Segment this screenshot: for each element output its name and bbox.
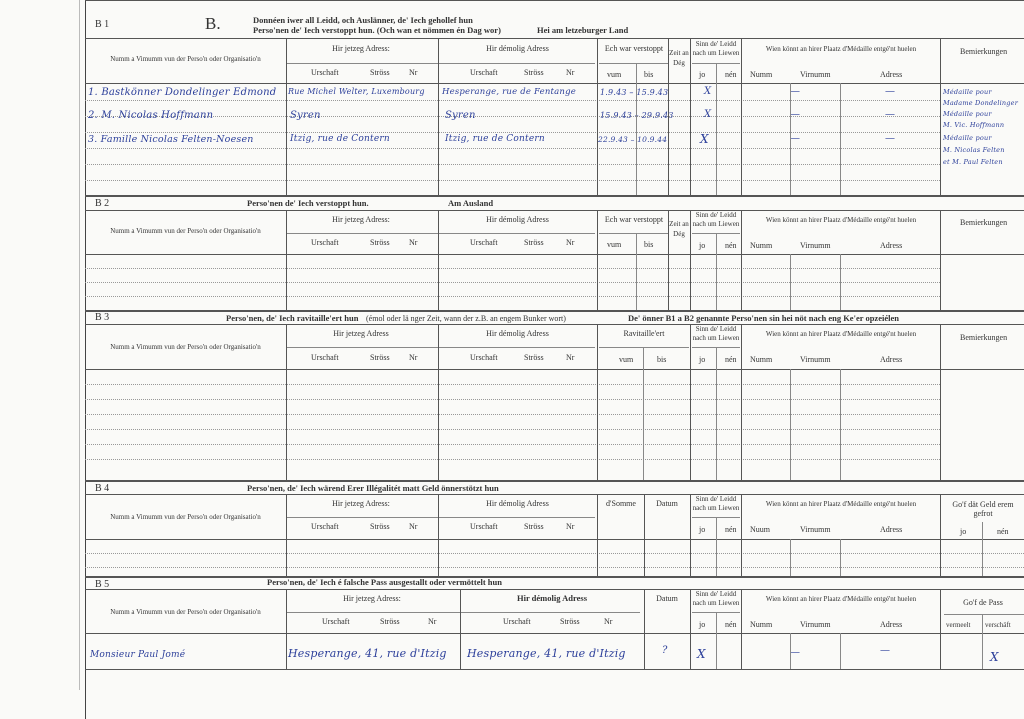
b1-title-line1: Donnéen iwer all Leidd, och Auslänner, de' Iech gehollef hun bbox=[253, 15, 473, 25]
b4-sub-stross: Ströss bbox=[370, 522, 390, 531]
b3-title-mid: (émol oder lä nger Zeit, wann der z.B. an engem Bunker wort) bbox=[366, 314, 566, 323]
b2-col-sense: Sinn de' Leidd nach um Liewen bbox=[692, 211, 740, 228]
b2-code: B 2 bbox=[95, 198, 110, 209]
b4-sub-nr: Nr bbox=[409, 522, 418, 531]
b2-sub-stross-2: Ströss bbox=[524, 238, 544, 247]
b5-row-former: Hesperange, 41, rue d'Itzig bbox=[467, 647, 626, 660]
b5-sub-stross-2: Ströss bbox=[560, 617, 580, 626]
b1-row1-former: Hesperange, rue de Fentange bbox=[442, 87, 576, 97]
b5-sub-urschaft: Urschaft bbox=[322, 617, 350, 626]
b1-row1-name: 1. Bastkönner Dondelinger Edmond bbox=[88, 87, 277, 98]
b4-sub-jo-2: jo bbox=[960, 527, 967, 536]
b1-sub-stross: Ströss bbox=[370, 68, 390, 77]
b2-sub-urschaft: Urschaft bbox=[311, 238, 339, 247]
b1-letter: B. bbox=[205, 14, 221, 33]
b2-col-current: Hir jetzeg Adress: bbox=[332, 215, 390, 224]
b3-sub-stross-2: Ströss bbox=[524, 353, 544, 362]
b1-row2-current: Syren bbox=[290, 110, 321, 121]
b5-sub-nr-2: Nr bbox=[604, 617, 613, 626]
b1-row2-yes: X bbox=[704, 109, 712, 120]
b3-sub-numm: Numm bbox=[750, 355, 773, 364]
b1-row2-dates: 15.9.43 – 29.9.43 bbox=[600, 111, 674, 120]
b1-remark-6: M. Nicolas Felten bbox=[943, 146, 1005, 154]
b3-col-former: Hir démolig Adress bbox=[486, 329, 549, 338]
margin-line bbox=[79, 0, 80, 690]
b1-row3-former: Itzig, rue de Contern bbox=[445, 134, 545, 144]
b2-col-time: Zeit an Dég bbox=[669, 220, 689, 238]
b5-sub-vimumm: Virnumm bbox=[800, 620, 831, 629]
b1-row2-former: Syren bbox=[445, 110, 476, 121]
b1-col-name: Numm a Vimumm vun der Perso'n oder Organisatio'n bbox=[110, 55, 261, 63]
b2-sub-jo: jo bbox=[699, 241, 706, 250]
b4-sub-nuum: Nuum bbox=[750, 525, 770, 534]
b1-sub-adress: Adress bbox=[880, 70, 903, 79]
b2-sub-numm: Numm bbox=[750, 241, 773, 250]
b2-col-name: Numm a Vimumm vun der Perso'n oder Organisatio'n bbox=[110, 227, 261, 235]
b5-row-medal-a: — bbox=[790, 647, 801, 658]
b2-sub-nr: Nr bbox=[409, 238, 418, 247]
b4-col-sum: d'Somme bbox=[606, 499, 636, 508]
b5-row-yes: X bbox=[697, 647, 706, 661]
b3-col-sense: Sinn de' Leidd nach um Liewen bbox=[692, 325, 740, 342]
b5-sub-vermeelt: vermeelt bbox=[946, 621, 971, 629]
b2-sub-urschaft-2: Urschaft bbox=[470, 238, 498, 247]
b4-sub-urschaft: Urschaft bbox=[311, 522, 339, 531]
b4-sub-nen: nén bbox=[725, 525, 737, 534]
b4-sub-adress: Adress bbox=[880, 525, 903, 534]
top-border bbox=[85, 0, 1024, 1]
b1-col-sense: Sinn de' Leidd nach um Liewen bbox=[692, 40, 740, 57]
b3-col-name: Numm a Vimumm vun der Perso'n oder Organisatio'n bbox=[110, 343, 261, 351]
b2-col-medal: Wien könnt an hirer Plaatz d'Médaille entgé'nt huelen bbox=[765, 216, 917, 224]
b1-row2-name: 2. M. Nicolas Hoffmann bbox=[88, 110, 214, 121]
b5-col-date: Datum bbox=[656, 594, 678, 603]
b1-row2-medal-b: — bbox=[885, 109, 896, 120]
b3-col-current: Hir jetzeg Adress bbox=[333, 329, 389, 338]
b2-sub-nr-2: Nr bbox=[566, 238, 575, 247]
b4-col-medal: Wien könnt an hirer Plaatz d'Médaille entgé'nt huelen bbox=[765, 500, 917, 508]
left-border bbox=[85, 0, 86, 719]
b5-row-current: Hesperange, 41, rue d'Itzig bbox=[288, 647, 447, 660]
b4-col-sense: Sinn de' Leidd nach um Liewen bbox=[692, 495, 740, 512]
b5-col-name: Numm a Vimumm vun der Perso'n oder Organisatio'n bbox=[110, 608, 261, 616]
b4-code: B 4 bbox=[95, 483, 110, 494]
b3-col-medal: Wien könnt an hirer Plaatz d'Médaille entgé'nt huelen bbox=[765, 330, 917, 338]
b5-sub-nen: nén bbox=[725, 620, 737, 629]
b3-col-rav: Ravitaille'ert bbox=[623, 329, 665, 338]
b1-remark-1: Médaille pour bbox=[943, 88, 992, 96]
b3-sub-bis: bis bbox=[657, 355, 667, 364]
b1-remark-7: et M. Paul Felten bbox=[943, 158, 1003, 166]
b5-code: B 5 bbox=[95, 579, 110, 590]
b1-row1-current: Rue Michel Welter, Luxembourg bbox=[288, 87, 425, 96]
b1-row1-medal-b: — bbox=[885, 86, 896, 97]
b4-sub-stross-2: Ströss bbox=[524, 522, 544, 531]
b3-code: B 3 bbox=[95, 312, 110, 323]
b1-title-line2-right: Hei am letzeburger Land bbox=[537, 25, 629, 35]
b1-sub-jo: jo bbox=[699, 70, 706, 79]
b4-sub-nen-2: nén bbox=[997, 527, 1009, 536]
b3-sub-nen: nén bbox=[725, 355, 737, 364]
b1-col-former: Hir démolig Adress bbox=[486, 44, 549, 53]
b1-row3-dates: 22.9.43 – 10.9.44 bbox=[598, 135, 668, 144]
b4-sub-vimumm: Virnumm bbox=[800, 525, 831, 534]
b2-col-hidden: Ech war verstoppt bbox=[604, 215, 664, 224]
b1-remark-3: Médaille pour bbox=[943, 110, 992, 118]
b3-sub-vum: vum bbox=[619, 355, 634, 364]
b5-sub-jo: jo bbox=[699, 620, 706, 629]
b1-sub-bis: bis bbox=[644, 70, 654, 79]
b1-sub-nr: Nr bbox=[409, 68, 418, 77]
b3-sub-nr: Nr bbox=[409, 353, 418, 362]
b4-title: Perso'nen, de' Iech wärend Erer Illégalitét matt Geld önnerstötzt hun bbox=[247, 483, 499, 493]
b4-col-name: Numm a Vimumm vun der Perso'n oder Organisatio'n bbox=[110, 513, 261, 521]
b1-col-current: Hir jetzeg Adress: bbox=[332, 44, 390, 53]
b2-title-right: Am Ausland bbox=[448, 198, 494, 208]
b1-col-hidden: Ech war verstoppt bbox=[604, 44, 664, 53]
b3-col-remarks: Bemierkungen bbox=[960, 333, 1008, 342]
b1-row1-medal-a: — bbox=[790, 86, 801, 97]
b2-sub-vimumm: Virnumm bbox=[800, 241, 831, 250]
b1-sub-urschaft: Urschaft bbox=[311, 68, 339, 77]
b5-row-name: Monsieur Paul Jomé bbox=[90, 650, 186, 660]
b5-sub-verschaft: verschäft bbox=[985, 621, 1011, 629]
b1-row1-yes: X bbox=[704, 86, 712, 97]
b2-sub-stross: Ströss bbox=[370, 238, 390, 247]
b2-sub-bis: bis bbox=[644, 240, 654, 249]
b3-sub-jo: jo bbox=[699, 355, 706, 364]
b1-sub-nen: nén bbox=[725, 70, 737, 79]
b2-title: Perso'nen de' Iech verstoppt hun. bbox=[247, 198, 369, 208]
b1-title-line2: Perso'nen de' Iech verstoppt hun. (Och wan et nömmen én Dag wor) bbox=[253, 25, 501, 35]
b1-row3-name: 3. Famille Nicolas Felten-Noesen bbox=[88, 134, 254, 145]
b1-row3-yes: X bbox=[700, 132, 709, 146]
b1-sub-vum: vum bbox=[607, 70, 622, 79]
b3-sub-vimumm: Virnumm bbox=[800, 355, 831, 364]
b1-col-remarks: Bemierkungen bbox=[960, 47, 1008, 56]
b3-title: Perso'nen, de' Iech ravitaille'ert hun bbox=[226, 313, 359, 323]
b4-sub-urschaft-2: Urschaft bbox=[470, 522, 498, 531]
b1-sub-stross-2: Ströss bbox=[524, 68, 544, 77]
b5-title: Perso'nen, de' Iech é falsche Pass ausgestallt oder vermöttelt hun bbox=[267, 577, 502, 587]
b3-sub-urschaft: Urschaft bbox=[311, 353, 339, 362]
b1-remark-2: Madame Dondelinger bbox=[943, 99, 1019, 107]
b4-sub-jo: jo bbox=[699, 525, 706, 534]
b5-col-medal: Wien könnt an hirer Plaatz d'Médaille entgé'nt huelen bbox=[765, 595, 917, 603]
b4-col-former: Hir démolig Adress bbox=[486, 499, 549, 508]
b2-sub-vum: vum bbox=[607, 240, 622, 249]
b2-sub-adress: Adress bbox=[880, 241, 903, 250]
b1-sub-urschaft-2: Urschaft bbox=[470, 68, 498, 77]
b1-row3-medal-b: — bbox=[885, 133, 896, 144]
b3-sub-urschaft-2: Urschaft bbox=[470, 353, 498, 362]
b1-col-time: Zeit an Dég bbox=[669, 49, 689, 67]
b5-sub-nr: Nr bbox=[428, 617, 437, 626]
b1-sub-vimumm: Virnumm bbox=[800, 70, 831, 79]
b3-sub-stross: Ströss bbox=[370, 353, 390, 362]
b5-sub-numm: Numm bbox=[750, 620, 773, 629]
b5-col-sense: Sinn de' Leidd nach um Liewen bbox=[692, 590, 740, 607]
b2-col-remarks: Bemierkungen bbox=[960, 218, 1008, 227]
b5-row-verschaft: X bbox=[990, 650, 999, 664]
b1-remark-5: Médaille pour bbox=[943, 134, 992, 142]
b5-col-former: Hir démolig Adress bbox=[516, 593, 588, 603]
b4-col-date: Datum bbox=[656, 499, 678, 508]
b2-col-former: Hir démolig Adress bbox=[486, 215, 549, 224]
b1-sub-numm: Numm bbox=[750, 70, 773, 79]
b1-code: B 1 bbox=[95, 19, 110, 30]
b5-sub-adress: Adress bbox=[880, 620, 903, 629]
b1-sub-nr-2: Nr bbox=[566, 68, 575, 77]
b5-col-pass: Go'f de Pass bbox=[963, 598, 1003, 607]
b1-row3-medal-a: — bbox=[790, 133, 801, 144]
b1-row2-medal-a: — bbox=[790, 109, 801, 120]
b1-col-medal: Wien könnt an hirer Plaatz d'Médaille entgé'nt huelen bbox=[765, 45, 917, 53]
b4-col-money: Go'f dät Geld erem gefrot bbox=[952, 500, 1014, 518]
b2-sub-nen: nén bbox=[725, 241, 737, 250]
b5-sub-stross: Ströss bbox=[380, 617, 400, 626]
b1-row3-current: Itzig, rue de Contern bbox=[290, 134, 390, 144]
b3-title-right: De' önner B1 a B2 genannte Perso'nen sin hei nöt nach eng Ke'er opzeiélen bbox=[628, 313, 899, 323]
b1-row1-dates: 1.9.43 – 15.9.43 bbox=[600, 88, 669, 97]
b3-sub-nr-2: Nr bbox=[566, 353, 575, 362]
b5-sub-urschaft-2: Urschaft bbox=[503, 617, 531, 626]
b4-col-current: Hir jetzeg Adress: bbox=[332, 499, 390, 508]
b3-sub-adress: Adress bbox=[880, 355, 903, 364]
b4-sub-nr-2: Nr bbox=[566, 522, 575, 531]
b5-col-current: Hir jetzeg Adress: bbox=[343, 594, 401, 603]
b1-remark-4: M. Vic. Hoffmann bbox=[943, 121, 1005, 129]
b5-row-medal-b: — bbox=[880, 645, 891, 656]
b5-row-date: ? bbox=[662, 645, 668, 656]
